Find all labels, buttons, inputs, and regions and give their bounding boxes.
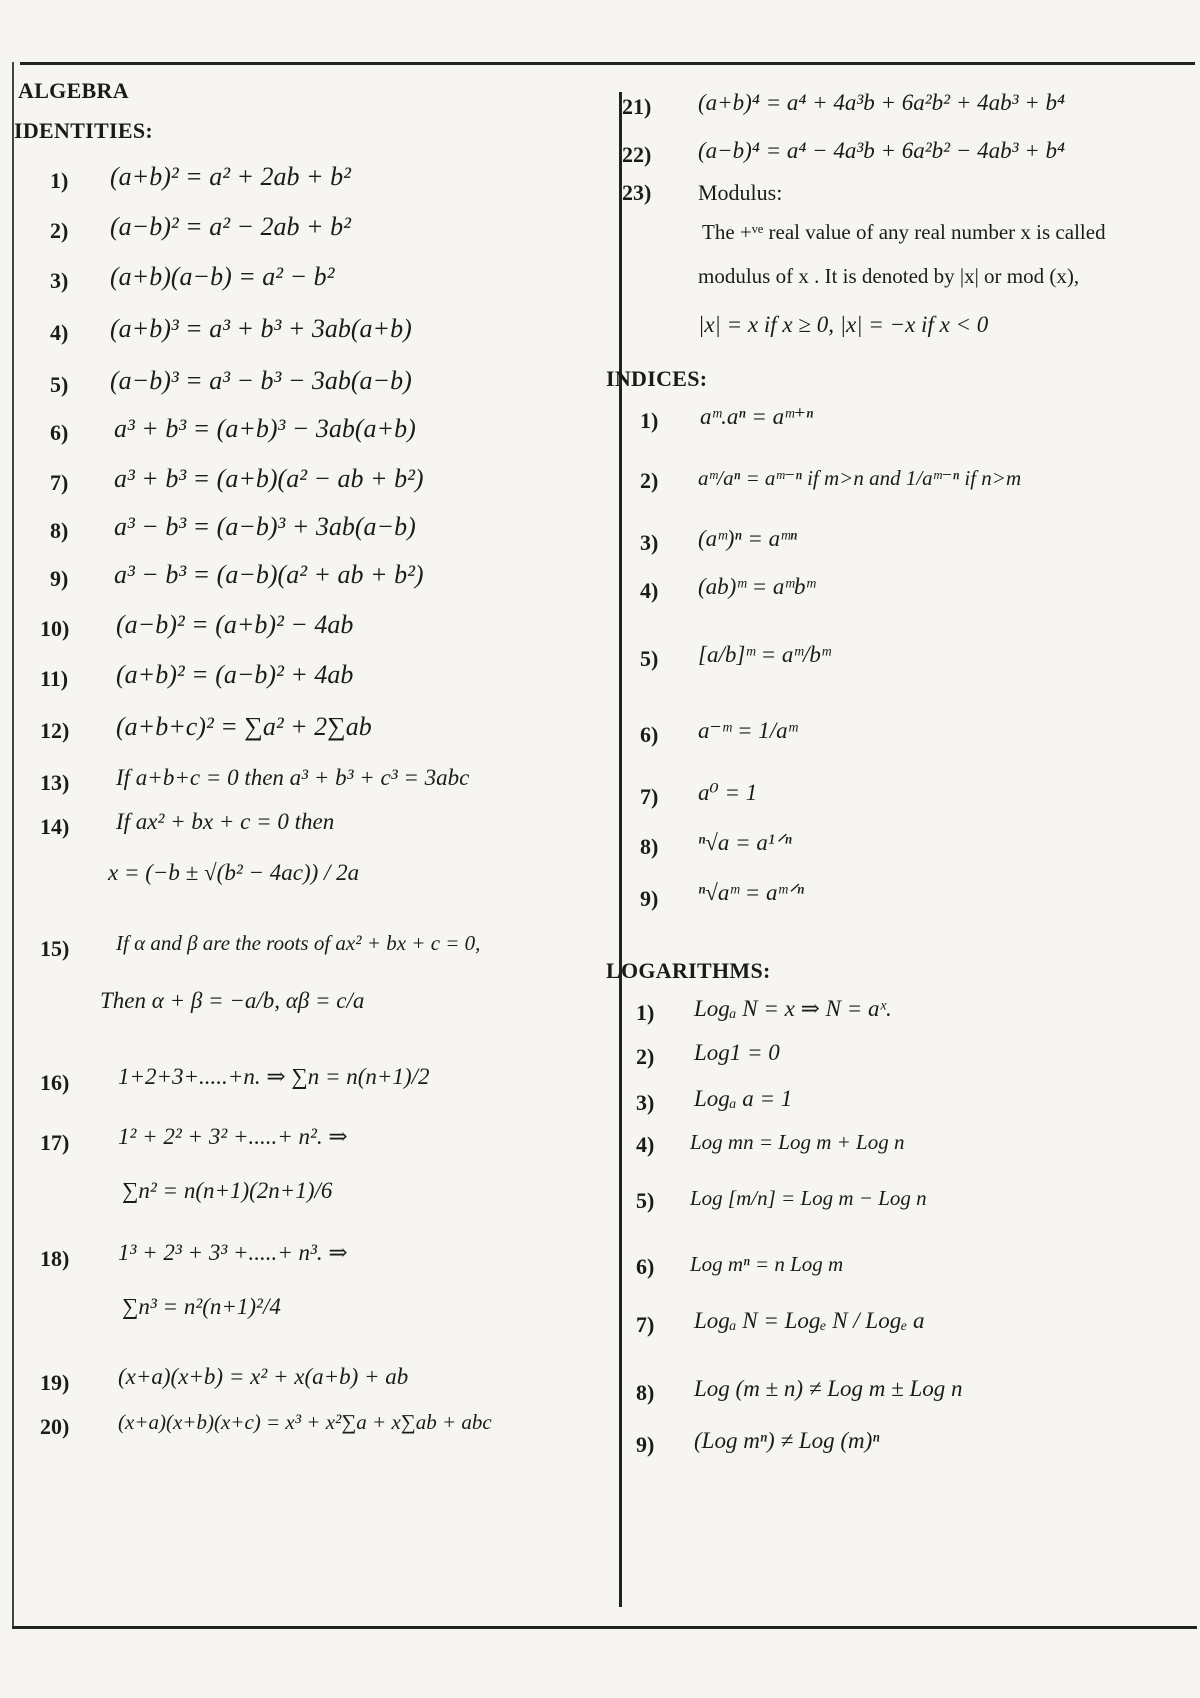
identity-formula: 1+2+3+.....+n. ⇒ ∑n = n(n+1)/2 — [118, 1064, 430, 1089]
identity-formula: a³ − b³ = (a−b)³ + 3ab(a−b) — [114, 512, 416, 541]
page-border-top — [20, 62, 1195, 65]
log-formula: Logₐ N = x ⇒ N = aˣ. — [694, 996, 892, 1021]
identity-formula: If ax² + bx + c = 0 then — [116, 809, 335, 834]
heading-logarithms: LOGARITHMS: — [606, 958, 771, 983]
roots-relation: Then α + β = −a/b, αβ = c/a — [100, 988, 365, 1013]
identity-number: 17) — [40, 1130, 70, 1155]
identity-formula: (a−b)³ = a³ − b³ − 3ab(a−b) — [110, 366, 412, 395]
heading-algebra: ALGEBRA — [18, 78, 129, 103]
index-number: 3) — [640, 530, 659, 555]
identity-number: 19) — [40, 1370, 70, 1395]
identity-number: 23) — [622, 180, 652, 205]
identity-number: 3) — [50, 268, 69, 293]
log-number: 9) — [636, 1432, 655, 1457]
log-formula: Log mⁿ = n Log m — [690, 1252, 844, 1276]
identity-number: 18) — [40, 1246, 70, 1271]
log-formula: Log mn = Log m + Log n — [690, 1130, 905, 1154]
index-number: 2) — [640, 468, 659, 493]
log-formula: (Log mⁿ) ≠ Log (m)ⁿ — [694, 1428, 880, 1453]
index-number: 8) — [640, 834, 659, 859]
identity-number: 2) — [50, 218, 69, 243]
identity-number: 16) — [40, 1070, 70, 1095]
log-number: 6) — [636, 1254, 655, 1279]
modulus-definition-line: The +ᵛᵉ real value of any real number x is called — [702, 220, 1106, 244]
log-number: 2) — [636, 1044, 655, 1069]
identity-number: 9) — [50, 566, 69, 591]
modulus-rule: |x| = x if x ≥ 0, |x| = −x if x < 0 — [698, 312, 989, 337]
identity-number: 15) — [40, 936, 70, 961]
identity-number: 7) — [50, 470, 69, 495]
identity-number: 11) — [40, 666, 69, 691]
index-formula: a⁰ = 1 — [698, 780, 758, 805]
quadratic-formula: x = (−b ± √(b² − 4ac)) / 2a — [108, 860, 360, 885]
index-formula: (aᵐ)ⁿ = aᵐⁿ — [698, 526, 798, 551]
identity-formula: (a+b)⁴ = a⁴ + 4a³b + 6a²b² + 4ab³ + b⁴ — [698, 90, 1066, 115]
identity-formula: 1² + 2² + 3² +.....+ n². ⇒ — [118, 1124, 348, 1149]
log-number: 1) — [636, 1000, 655, 1025]
identity-formula: (a+b)² = a² + 2ab + b² — [110, 162, 351, 191]
identity-number: 4) — [50, 320, 69, 345]
sum-squares-formula: ∑n² = n(n+1)(2n+1)/6 — [122, 1178, 333, 1203]
identity-number: 1) — [50, 168, 69, 193]
identity-number: 6) — [50, 420, 69, 445]
log-number: 7) — [636, 1312, 655, 1337]
identity-number: 14) — [40, 814, 70, 839]
identity-formula: (x+a)(x+b)(x+c) = x³ + x²∑a + x∑ab + abc — [118, 1410, 492, 1434]
identity-formula: a³ − b³ = (a−b)(a² + ab + b²) — [114, 560, 424, 589]
identity-formula: 1³ + 2³ + 3³ +.....+ n³. ⇒ — [118, 1240, 348, 1265]
index-formula: aᵐ.aⁿ = aᵐ⁺ⁿ — [700, 404, 814, 429]
log-number: 4) — [636, 1132, 655, 1157]
log-number: 8) — [636, 1380, 655, 1405]
identity-number: 22) — [622, 142, 652, 167]
identity-formula: (a+b+c)² = ∑a² + 2∑ab — [116, 712, 372, 741]
log-formula: Log1 = 0 — [694, 1040, 780, 1065]
identity-formula: (x+a)(x+b) = x² + x(a+b) + ab — [118, 1364, 409, 1389]
identity-number: 5) — [50, 372, 69, 397]
log-formula: Logₐ a = 1 — [694, 1086, 793, 1111]
identity-formula: (a+b)(a−b) = a² − b² — [110, 262, 335, 291]
identity-formula: (a−b)² = (a+b)² − 4ab — [116, 610, 354, 639]
heading-indices: INDICES: — [606, 366, 708, 391]
index-number: 7) — [640, 784, 659, 809]
index-formula: aᵐ/aⁿ = aᵐ⁻ⁿ if m>n and 1/aᵐ⁻ⁿ if n>m — [698, 466, 1022, 490]
identity-number: 12) — [40, 718, 70, 743]
index-number: 9) — [640, 886, 659, 911]
identity-formula: (a+b)² = (a−b)² + 4ab — [116, 660, 354, 689]
log-formula: Logₐ N = Logₑ N / Logₑ a — [694, 1308, 925, 1333]
identity-formula: a³ + b³ = (a+b)(a² − ab + b²) — [114, 464, 424, 493]
identity-number: 8) — [50, 518, 69, 543]
modulus-definition-line: modulus of x . It is denoted by |x| or mod (x), — [698, 264, 1080, 288]
column-divider — [619, 92, 622, 1607]
identity-number: 20) — [40, 1414, 70, 1439]
index-formula: [a/b]ᵐ = aᵐ/bᵐ — [698, 642, 831, 667]
identity-formula: a³ + b³ = (a+b)³ − 3ab(a+b) — [114, 414, 416, 443]
heading-identities: IDENTITIES: — [14, 118, 154, 143]
page-border-bottom — [12, 1626, 1197, 1629]
sum-cubes-formula: ∑n³ = n²(n+1)²/4 — [122, 1294, 281, 1319]
log-number: 3) — [636, 1090, 655, 1115]
identity-formula: If a+b+c = 0 then a³ + b³ + c³ = 3abc — [116, 765, 470, 790]
identity-number: 21) — [622, 94, 652, 119]
identity-formula: (a+b)³ = a³ + b³ + 3ab(a+b) — [110, 314, 412, 343]
index-number: 6) — [640, 722, 659, 747]
log-formula: Log (m ± n) ≠ Log m ± Log n — [694, 1376, 963, 1401]
index-formula: a⁻ᵐ = 1/aᵐ — [698, 718, 798, 743]
identity-number: 13) — [40, 770, 70, 795]
index-formula: ⁿ√aᵐ = aᵐᐟⁿ — [698, 880, 805, 905]
log-number: 5) — [636, 1188, 655, 1213]
identity-formula: (a−b)⁴ = a⁴ − 4a³b + 6a²b² − 4ab³ + b⁴ — [698, 138, 1066, 163]
log-formula: Log [m/n] = Log m − Log n — [690, 1186, 927, 1210]
identity-number: 10) — [40, 616, 70, 641]
index-formula: ⁿ√a = a¹ᐟⁿ — [698, 830, 792, 855]
index-formula: (ab)ᵐ = aᵐbᵐ — [698, 574, 816, 599]
index-number: 1) — [640, 408, 659, 433]
index-number: 4) — [640, 578, 659, 603]
identity-formula: If α and β are the roots of ax² + bx + c = 0, — [116, 931, 481, 955]
identity-formula: (a−b)² = a² − 2ab + b² — [110, 212, 351, 241]
index-number: 5) — [640, 646, 659, 671]
page-border-left — [12, 62, 14, 1627]
modulus-heading: Modulus: — [698, 180, 783, 205]
